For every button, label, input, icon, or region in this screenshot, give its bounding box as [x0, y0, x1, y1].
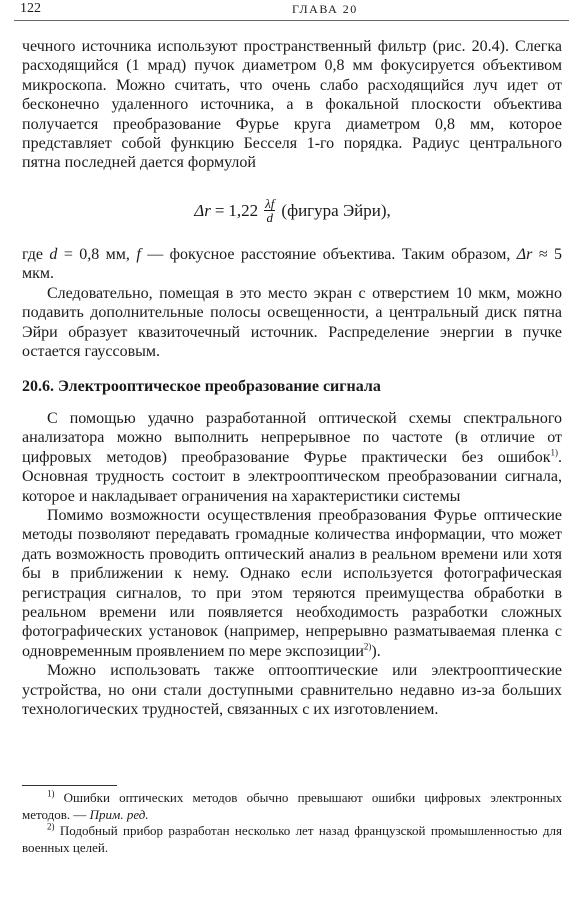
footnote-text: Ошибки оптических методов обычно превышают ошибки цифровых электронных методов. — — [22, 790, 562, 822]
paragraph — [22, 409, 562, 506]
formula-fraction — [264, 197, 275, 224]
text-run: . Основная трудность состоит в электрооптическом преобразовании сигнала, которое и накладывает ограничения на характеристики системы — [22, 448, 562, 505]
running-header — [14, 0, 569, 21]
footnote — [22, 790, 562, 823]
text-run: где — [22, 246, 50, 263]
text-run: ≈ 5 мкм. — [22, 246, 562, 283]
footnote-divider — [22, 785, 117, 786]
editor-note: Прим. ред. — [89, 806, 149, 822]
paragraph — [22, 506, 562, 661]
formula-note: (фигура Эйри), — [281, 200, 391, 220]
text-run: С помощью удачно разработанной оптической схемы спектрального анализатора можно выполнить непрерывное по частоте (в отличие от цифровых методов) преобразование Фурье практически без ошибок — [22, 410, 562, 466]
footnote — [22, 823, 562, 856]
formula-coefficient: 1,22 — [228, 200, 259, 220]
paragraph: Следовательно, помещая в это место экран с отверстием 10 мкм, можно подавить дополнительные полосы освещенности, а центральный диск пятна Эйри образует квазиточечный источник. Распределение энергии в пучке остается гауссовым. — [22, 284, 562, 361]
footnote-mark: 1) — [47, 788, 55, 799]
text-block-section — [22, 409, 562, 720]
text-run: Δr — [516, 246, 533, 263]
text-run: = 0,8 мм, — [57, 246, 137, 263]
paragraph: Можно использовать также оптооптические или электрооптические устройства, но они стали доступными сравнительно недавно из-за больших технологических трудностей, связанных с их изготовлением. — [22, 662, 562, 719]
footnote-ref[interactable]: 2) — [363, 641, 372, 652]
text-block-top — [22, 37, 562, 173]
formula-denominator: d — [266, 210, 274, 225]
section-heading: 20.6. Электрооптическое преобразование сигнала — [22, 378, 381, 395]
footnote-ref[interactable]: 1) — [550, 447, 558, 458]
text-block-middle — [22, 245, 562, 361]
text-run: ). — [371, 642, 381, 660]
airy-formula — [0, 197, 585, 233]
formula-lhs: Δr — [194, 200, 211, 220]
text-run: — фокусное расстояние объектива. Таким образом, — [140, 246, 517, 263]
text-run: Помимо возможности осуществления преобразования Фурье оптические методы позволяют передавать громадные количества информации, что может дать возможность проводить оптический анализ в реальном времени или хотя бы в приближении к нему. Однако если используется фотографическая регистрация сигналов, то при этом теряются преимущества обработки в реальном времени или появляется необходимость разработки сложных фотографических установок (например, непрерывно разматываемая пленка с одновременным проявлением по мере экспозиции — [22, 507, 562, 660]
text-run: d — [49, 246, 58, 263]
text-run: f — [136, 246, 141, 263]
chapter-title: ГЛАВА 20 — [292, 2, 358, 16]
formula-numerator: λf — [265, 196, 275, 211]
footnote-mark: 2) — [47, 821, 55, 832]
footnote-text: Подобный прибор разработан несколько лет назад французской промышленностью для военных целей. — [22, 823, 562, 855]
footnotes — [22, 790, 562, 856]
formula-equals: = — [214, 200, 225, 220]
paragraph: чечного источника используют пространственный фильтр (рис. 20.4). Слегка расходящийся (1 мрад) пучок диаметром 0,8 мм фокусируется объективом микроскопа. Можно считать, что очень слабо расходящийся луч идет от бесконечно удаленного источника, а в фокальной плоскости объектива получается преобразование Фурье круга диаметром 0,8 мм, которое представляет собой функцию Бесселя 1-го порядка. Радиус центрального пятна последней дается формулой — [22, 38, 562, 172]
page-number: 122 — [20, 1, 41, 16]
paragraph — [22, 245, 562, 284]
